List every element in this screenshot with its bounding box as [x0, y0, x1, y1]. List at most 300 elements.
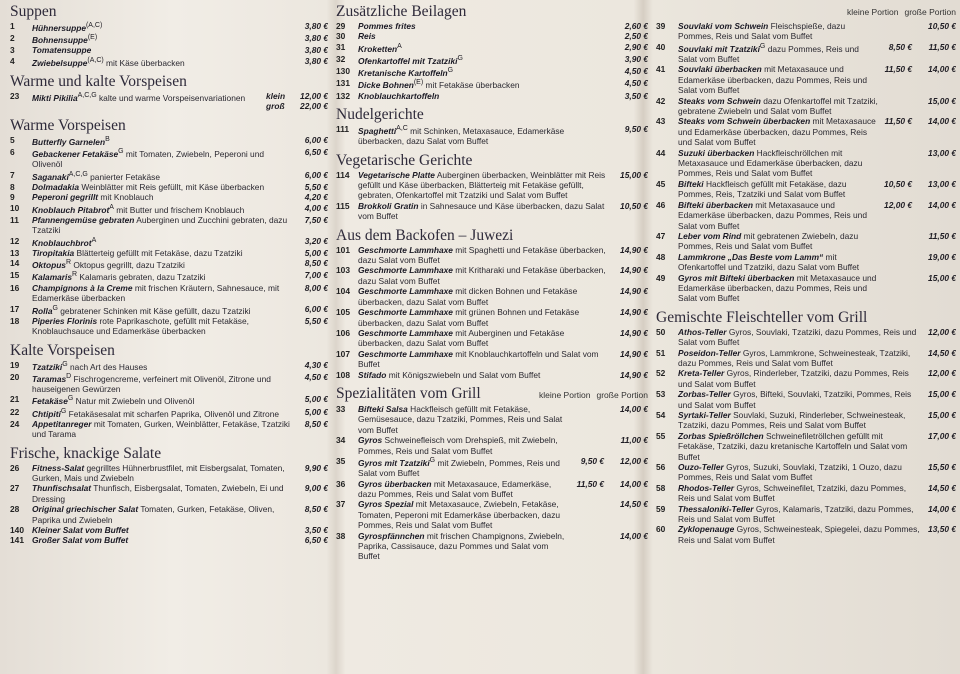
item-name: Tomatensuppe — [32, 45, 92, 56]
menu-item — [656, 148, 956, 179]
allergen-codes: A,C — [396, 125, 408, 133]
price-small: 11,50 € — [884, 64, 912, 75]
item-body — [32, 463, 292, 484]
section-header — [10, 117, 328, 135]
item-prices — [570, 404, 648, 435]
item-description: mit Spaghetti und Fetakäse überbacken, dazu Salat vom Buffet — [358, 244, 606, 266]
item-number: 14 — [10, 258, 20, 269]
item-body — [32, 372, 292, 395]
allergen-codes: B — [105, 135, 110, 143]
item-number: 130 — [336, 66, 350, 77]
menu-item — [336, 31, 648, 41]
section-header — [336, 385, 648, 404]
menu-item — [10, 316, 328, 337]
menu-item — [656, 231, 956, 252]
item-price: 3,20 € — [304, 235, 328, 246]
item-price: 3,80 € — [304, 33, 328, 44]
menu-section — [656, 3, 956, 304]
allergen-codes: (A,C) — [85, 22, 103, 29]
section-title: Nudelgerichte — [336, 106, 424, 124]
item-prices — [878, 252, 956, 273]
item-number: 17 — [10, 303, 20, 314]
item-name: Hühnersuppe — [32, 22, 86, 33]
item-name: Ofenkartoffel mit Tzatziki — [358, 55, 458, 66]
item-number: 40 — [656, 41, 666, 52]
section-header — [656, 309, 956, 327]
item-description: mit dicken Bohnen und Fetakäse überbacken, dazu Salat vom Buffet — [358, 286, 578, 307]
item-number: 60 — [656, 524, 666, 535]
item-number: 59 — [656, 503, 666, 514]
item-description: mit Kritharaki und Fetakäse überbacken, dazu Salat vom Buffet — [358, 265, 606, 286]
item-price: 14,00 € — [928, 503, 956, 514]
item-name: Oktopus — [32, 260, 66, 271]
menu-item — [336, 124, 648, 147]
item-body — [678, 368, 920, 389]
price-small — [878, 148, 912, 179]
item-prices — [878, 21, 956, 42]
item-body — [358, 245, 612, 266]
section-header — [336, 106, 648, 124]
menu-item — [656, 368, 956, 389]
menu-item — [336, 499, 648, 530]
item-number: 103 — [336, 265, 350, 276]
menu-item — [656, 21, 956, 42]
item-price: 14,90 € — [620, 348, 648, 359]
item-prices — [878, 42, 956, 65]
item-name: Bohnensuppe — [32, 35, 88, 45]
item-body — [358, 435, 570, 456]
item-number: 47 — [656, 230, 666, 241]
item-name: Stifado — [358, 369, 387, 380]
item-description: Hackfleisch gefüllt mit Fetakäse, Gemüsesauce, dazu Tzatziki, Pommes, Reis und Salat vom Buffet — [358, 403, 563, 435]
item-price: 3,90 € — [624, 54, 648, 65]
item-description: kalte und warme Vorspeisenvariationen — [98, 92, 246, 103]
menu-item — [10, 135, 328, 147]
item-body — [358, 499, 570, 530]
item-description: mit Butter und frischem Knoblauch — [116, 204, 245, 215]
item-name: Original griechischer Salat — [32, 504, 139, 515]
allergen-codes: G — [118, 148, 124, 156]
item-price: 3,80 € — [304, 21, 328, 31]
menu-section — [336, 106, 648, 147]
item-body — [358, 370, 612, 380]
item-name: Pfannengemüse gebraten — [32, 214, 135, 225]
section-header — [10, 73, 328, 91]
menu-item — [336, 42, 648, 54]
allergen-codes: G — [67, 395, 74, 403]
price-large: 19,00 € — [928, 251, 956, 262]
item-name: Gyros mit Tzatziki — [358, 457, 430, 468]
item-prices — [570, 435, 648, 456]
item-body — [678, 148, 878, 179]
item-number: 48 — [656, 251, 666, 262]
item-name: Thunfischsalat — [32, 483, 92, 494]
item-name: Souvlaki überbacken — [678, 64, 762, 75]
menu-item — [10, 248, 328, 258]
price-large: 14,00 € — [620, 478, 648, 489]
item-body — [678, 116, 878, 147]
item-name: Pommes frites — [358, 21, 416, 31]
item-name: Bifteki überbacken — [678, 199, 753, 210]
item-body — [358, 21, 612, 31]
menu-section — [336, 152, 648, 222]
menu-section — [336, 385, 648, 562]
item-number: 2 — [10, 33, 15, 44]
item-price: 4,20 € — [304, 192, 328, 203]
item-name: Kretanische Kartoffeln — [358, 68, 448, 79]
item-name: Geschmorte Lammhaxe — [358, 244, 453, 255]
item-price: 14,90 € — [620, 327, 648, 338]
price-small — [878, 21, 912, 42]
item-description: Gyros, Kalamaris, Tzatziki, dazu Pommes, Reis und Salat vom Buffet — [678, 503, 914, 525]
item-name: Poseidon-Teller — [678, 347, 741, 358]
item-description: gegrilltes Hühnerbrustfilet, mit Eisbergsalat, Tomaten, Gurken, Mais und Zwiebeln — [32, 462, 285, 483]
menu-item — [10, 33, 328, 45]
menu-item — [656, 504, 956, 525]
menu-section — [10, 73, 328, 112]
item-body — [358, 124, 612, 147]
item-prices — [570, 456, 648, 479]
section-header — [10, 342, 328, 360]
size-label: groß — [266, 101, 285, 112]
menu-section — [656, 309, 956, 546]
item-description: Kalamaris gebraten, dazu Tzatziki — [79, 272, 206, 283]
item-body — [32, 270, 292, 282]
item-price: 7,50 € — [304, 214, 328, 225]
item-number: 38 — [336, 530, 346, 541]
price-small — [570, 531, 604, 562]
item-number: 9 — [10, 192, 15, 203]
item-body — [358, 456, 570, 479]
item-name: Dicke Bohnen — [358, 80, 414, 91]
item-description: Gyros, Schweinefilet, Tzatziki, dazu Pommes, Reis und Salat vom Buffet — [678, 482, 907, 504]
price-large: 11,50 € — [928, 41, 956, 52]
menu-item — [10, 21, 328, 33]
menu-item — [336, 54, 648, 66]
item-name: Thessaloniki-Teller — [678, 503, 754, 514]
portion-size-header: kleine Portion — [538, 389, 591, 400]
menu-item — [10, 270, 328, 282]
item-body — [678, 231, 878, 252]
section-title: Frische, knackige Salate — [10, 444, 162, 462]
menu-item — [10, 56, 328, 68]
allergen-codes: R — [65, 259, 72, 267]
section-header — [336, 227, 648, 245]
item-number: 106 — [336, 327, 350, 338]
menu-section — [10, 342, 328, 440]
item-prices — [878, 116, 956, 147]
item-price: 4,50 € — [624, 78, 648, 89]
allergen-codes: A,C,G — [68, 170, 88, 178]
item-price: 5,50 € — [304, 181, 328, 192]
item-body — [358, 170, 612, 201]
item-name: Saganaki — [32, 171, 69, 182]
item-price: 12,00 € — [928, 326, 956, 337]
item-name: Zyklopenauge — [678, 524, 735, 535]
item-body — [32, 91, 266, 112]
item-name: Brokkoli Gratin — [358, 200, 419, 211]
menu-item — [656, 389, 956, 410]
item-description: Auberginen und Zucchini gebraten, dazu Tzatziki — [32, 214, 288, 236]
item-price: 4,00 € — [304, 202, 328, 213]
item-number: 45 — [656, 178, 666, 189]
item-price: 9,50 € — [624, 124, 648, 135]
menu-item — [336, 456, 648, 479]
menu-item — [656, 462, 956, 483]
menu-item — [336, 245, 648, 266]
menu-item — [336, 370, 648, 380]
item-name: Rolla — [32, 305, 53, 316]
item-number: 34 — [336, 435, 346, 446]
menu-item — [10, 394, 328, 406]
item-price: 14,50 € — [928, 482, 956, 493]
menu-item — [656, 252, 956, 273]
item-name: Fitness-Salat — [32, 462, 85, 473]
item-body — [32, 504, 292, 525]
menu-item — [336, 78, 648, 90]
item-body — [32, 525, 292, 535]
section-title: Warme Vorspeisen — [10, 116, 126, 134]
item-number: 23 — [10, 91, 20, 102]
item-number: 20 — [10, 371, 20, 382]
item-body — [32, 407, 292, 419]
price-large: 12,00 € — [620, 455, 648, 466]
size-option — [266, 101, 328, 111]
item-name: Suzuki überbacken — [678, 147, 755, 158]
item-name: Dolmadakia — [32, 181, 80, 192]
menu-item — [10, 215, 328, 236]
item-price: 14,90 € — [620, 286, 648, 297]
menu-item — [10, 283, 328, 304]
menu-item — [10, 182, 328, 192]
item-body — [678, 64, 878, 95]
item-number: 104 — [336, 286, 350, 297]
item-body — [678, 431, 920, 462]
portion-size-header: große Portion — [596, 389, 648, 400]
item-number: 114 — [336, 169, 350, 180]
item-name: Zorbas-Teller — [678, 389, 731, 400]
item-name: Gyros mit Bifteki überbacken — [678, 272, 795, 283]
item-number: 58 — [656, 482, 666, 493]
item-body — [32, 236, 292, 248]
price-large: 11,50 € — [928, 230, 956, 241]
menu-item — [10, 147, 328, 170]
item-body — [32, 215, 292, 236]
item-description: Gyros, Rinderleber, Tzatziki, dazu Pommes, Reis und Salat vom Buffet — [678, 368, 909, 389]
allergen-codes: A — [91, 236, 97, 244]
size-price: 22,00 € — [300, 101, 328, 112]
menu-item — [656, 410, 956, 431]
item-price: 4,30 € — [304, 359, 328, 370]
item-number: 43 — [656, 116, 666, 127]
item-body — [32, 248, 292, 258]
item-prices — [570, 499, 648, 530]
menu-item — [10, 419, 328, 440]
item-number: 105 — [336, 307, 350, 318]
item-number: 15 — [10, 270, 20, 281]
price-small — [570, 499, 604, 530]
item-number: 36 — [336, 478, 346, 489]
item-number: 50 — [656, 326, 666, 337]
item-body — [32, 535, 292, 545]
item-body — [678, 96, 878, 117]
item-body — [32, 203, 292, 215]
item-price: 5,00 € — [304, 394, 328, 405]
item-number: 111 — [336, 124, 350, 135]
menu-item — [336, 404, 648, 435]
menu-item — [10, 258, 328, 270]
item-description: Fetakäsesalat mit scharfen Paprika, Olivenöl und Zitrone — [68, 408, 280, 419]
item-description: mit Knoblauchkartoffeln und Salat vom Buffet — [358, 348, 599, 370]
item-number: 54 — [656, 410, 666, 421]
item-description: mit Metaxasauce und Edamerkäse überbacken, dazu Pommes, Reis und Salat vom Buffet — [678, 116, 876, 148]
item-number: 52 — [656, 368, 666, 379]
item-number: 18 — [10, 315, 20, 326]
menu-item — [656, 327, 956, 348]
item-description: rote Paprikaschote, gefüllt mit Fetakäse, Knoblauchsauce und Edamerkäse überbacken — [32, 315, 249, 337]
item-number: 31 — [336, 41, 346, 52]
menu-item — [336, 91, 648, 101]
item-price: 4,50 € — [304, 371, 328, 382]
menu-item — [10, 535, 328, 545]
item-price: 9,90 € — [304, 462, 328, 473]
allergen-codes: A,C,G — [77, 92, 97, 100]
menu-column-2 — [336, 0, 648, 674]
item-description: mit frischen Kräutern, Sahnesauce, mit Edamerkäse überbacken — [32, 282, 280, 304]
allergen-codes: G — [759, 42, 766, 50]
item-description: mit Auberginen und Fetakäse überbacken, dazu Salat vom Buffet — [358, 327, 565, 349]
price-small: 11,50 € — [576, 478, 604, 489]
item-price: 8,50 € — [304, 418, 328, 429]
item-body — [358, 91, 612, 101]
allergen-codes: R — [72, 271, 78, 279]
item-body — [678, 348, 920, 369]
item-body — [678, 42, 878, 65]
menu-item — [10, 483, 328, 504]
item-description: Blätterteig gefüllt mit Fetakäse, dazu Tzatziki — [76, 247, 243, 258]
price-small — [878, 252, 912, 273]
item-body — [32, 147, 292, 170]
item-price: 12,00 € — [928, 368, 956, 379]
item-body — [678, 483, 920, 504]
item-description: Auberginen überbacken, Weinblätter mit Reis gefüllt und Käse überbacken, Blätterteig mit Fetakäse gefüllt, gebraten, Ofenkartoffel mit Tzatziki und Salat vom Buffet — [358, 169, 606, 201]
item-name: Kalamaris — [32, 272, 73, 283]
item-name: Gyrospfännchen — [358, 530, 425, 541]
section-title: Zusätzliche Beilagen — [336, 3, 467, 20]
item-description: Gyros, Souvlaki, Tzatziki, dazu Pommes, Reis und Salat vom Buffet — [678, 326, 917, 348]
section-title: Spezialitäten vom Grill — [336, 384, 481, 402]
price-small — [570, 435, 604, 456]
item-body — [678, 504, 920, 525]
menu-item — [336, 21, 648, 31]
menu-item — [656, 200, 956, 231]
item-body — [358, 286, 612, 307]
size-price: 12,00 € — [300, 91, 328, 102]
item-body — [32, 33, 292, 45]
item-description: Weinblätter mit Reis gefüllt, mit Käse überbacken — [81, 181, 265, 192]
menu-item — [656, 348, 956, 369]
section-title: Gemischte Fleischteller vom Grill — [656, 308, 868, 326]
item-body — [32, 170, 292, 182]
menu-item — [10, 504, 328, 525]
item-price: 15,50 € — [928, 462, 956, 473]
item-body — [358, 66, 612, 78]
allergen-codes: A — [109, 203, 114, 211]
item-name: Gyros — [358, 435, 383, 446]
item-name: Butterfly Garnelen — [32, 136, 106, 147]
item-price: 10,50 € — [620, 200, 648, 211]
menu-item — [336, 328, 648, 349]
item-number: 46 — [656, 199, 666, 210]
item-body — [678, 273, 878, 304]
item-body — [358, 307, 612, 328]
allergen-codes: G — [62, 360, 68, 368]
item-number: 16 — [10, 282, 20, 293]
menu-item — [336, 435, 648, 456]
item-number: 29 — [336, 21, 346, 31]
item-price: 5,50 € — [304, 315, 328, 326]
item-body — [678, 179, 878, 200]
price-large: 14,50 € — [620, 499, 648, 510]
item-name: Tiropitakia — [32, 247, 75, 258]
item-number: 55 — [656, 430, 666, 441]
price-small — [878, 231, 912, 252]
price-large: 13,00 € — [928, 147, 956, 158]
item-price: 2,50 € — [624, 31, 648, 42]
allergen-codes: D — [66, 372, 72, 380]
price-large: 10,50 € — [928, 21, 956, 31]
price-large: 13,00 € — [928, 178, 956, 189]
item-name: Spaghetti — [358, 125, 397, 136]
item-name: Gyros Spezial — [358, 499, 414, 510]
item-price: 15,00 € — [620, 169, 648, 180]
item-price: 8,50 € — [304, 258, 328, 269]
menu-section — [336, 3, 648, 101]
allergen-codes: G — [429, 456, 436, 464]
item-price: 14,90 € — [620, 307, 648, 318]
item-description: panierter Fetakäse — [90, 171, 160, 182]
menu-item — [656, 431, 956, 462]
item-price: 17,00 € — [928, 430, 956, 441]
item-prices — [878, 273, 956, 304]
menu-item — [656, 273, 956, 304]
price-small: 8,50 € — [888, 41, 912, 52]
menu-item — [10, 372, 328, 395]
item-body — [32, 304, 292, 316]
item-number: 26 — [10, 462, 20, 473]
item-price: 6,50 € — [304, 147, 328, 158]
item-number: 19 — [10, 359, 20, 370]
portion-size-header: kleine Portion — [846, 7, 899, 17]
item-body — [32, 258, 292, 270]
item-body — [32, 56, 292, 68]
item-number: 5 — [10, 134, 15, 145]
item-number: 51 — [656, 347, 666, 358]
item-description: Gyros, Bifteki, Souvlaki, Tzatziki, Pommes, Reis und Salat vom Buffet — [678, 389, 912, 410]
item-description: Oktopus gegrillt, dazu Tzatziki — [73, 260, 185, 271]
item-description: mit Metaxasauce und Edamerkäse überbacken, dazu Pommes, Reis und Salat vom Buffet — [678, 64, 868, 96]
menu-item — [656, 524, 956, 545]
price-small — [878, 273, 912, 304]
item-body — [358, 201, 612, 222]
item-prices — [570, 531, 648, 562]
section-header — [336, 152, 648, 170]
item-price: 15,00 € — [928, 410, 956, 421]
menu-item — [336, 479, 648, 500]
item-description: Souvlaki, Suzuki, Rinderleber, Schweinesteak, Tzatziki, dazu Pommes, Reis und Salat vom Buffet — [678, 410, 906, 431]
price-small — [570, 404, 604, 435]
item-body — [358, 328, 612, 349]
